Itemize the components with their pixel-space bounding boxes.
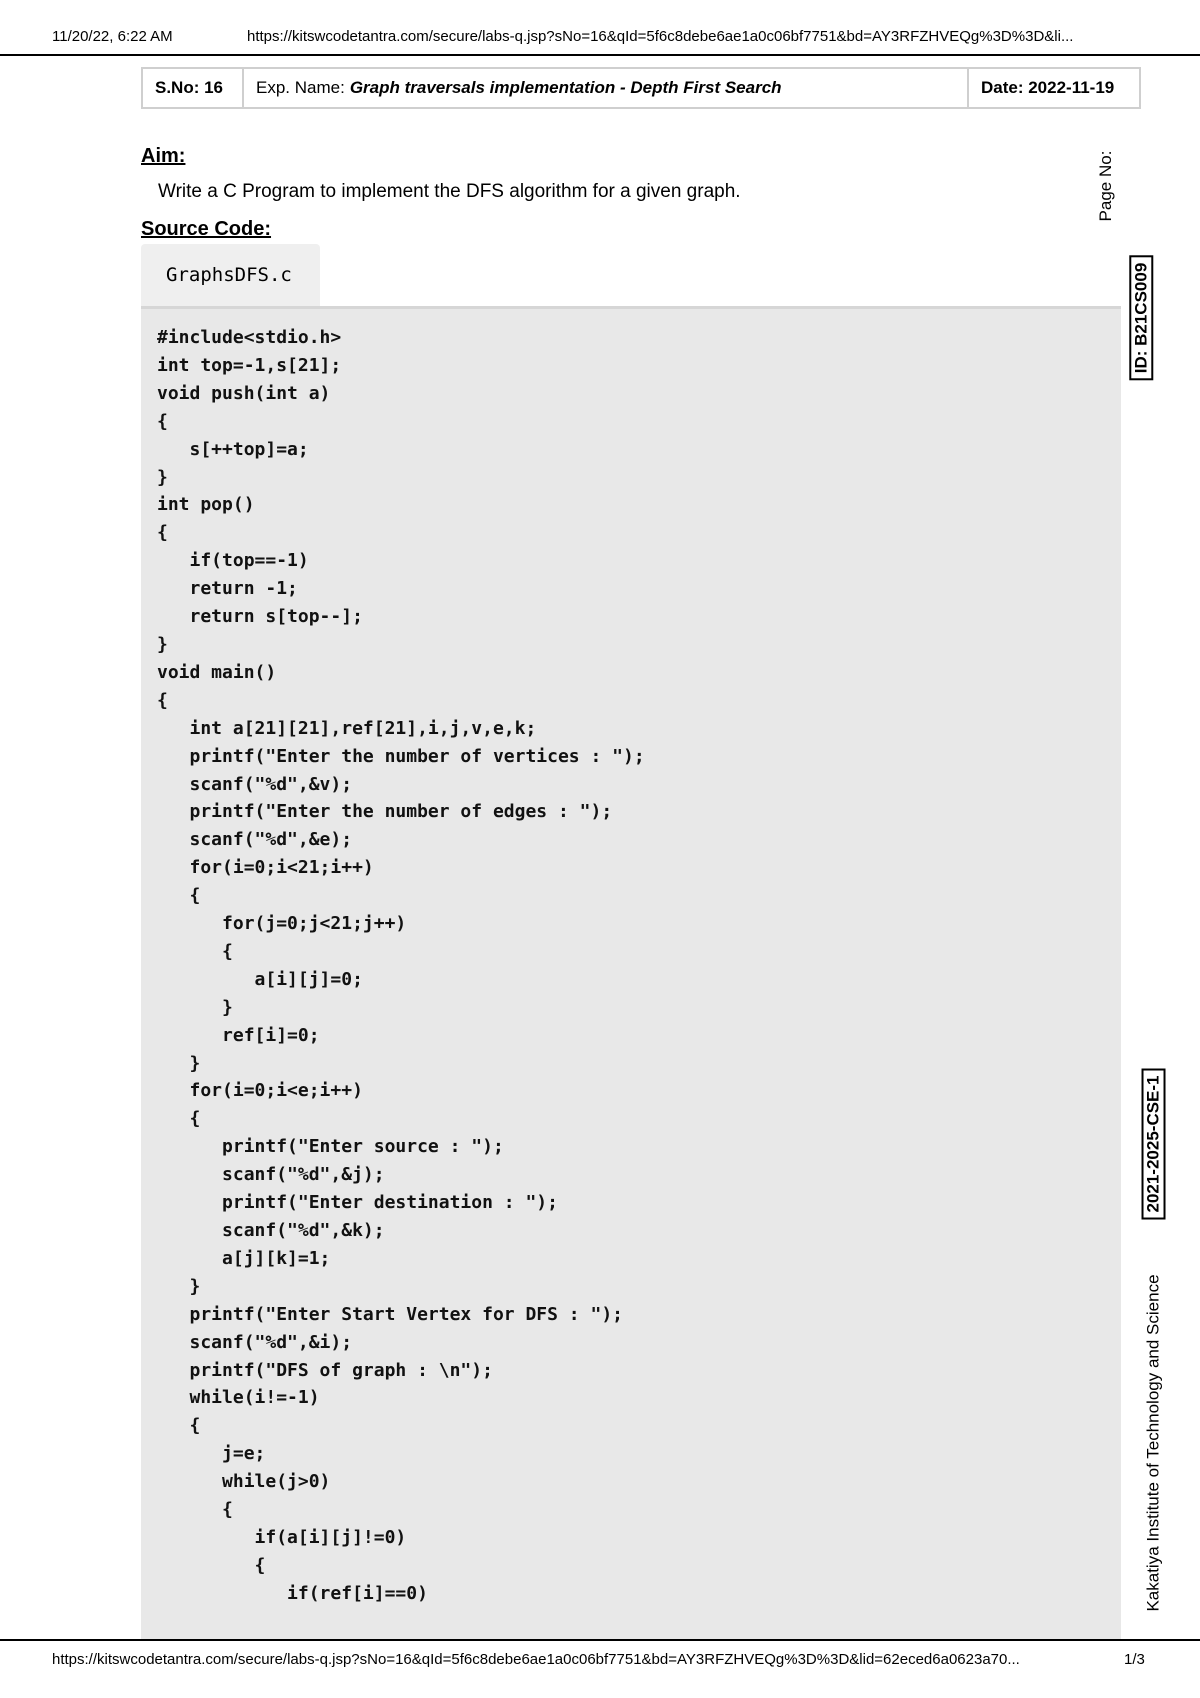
batch-badge: 2021-2025-CSE-1: [1141, 1068, 1165, 1219]
footer-rule: [0, 1639, 1200, 1641]
code-panel: [141, 306, 1121, 1639]
header-rule: [0, 54, 1200, 56]
experiment-name-label: Exp. Name:: [256, 78, 345, 97]
aim-heading: Aim:: [141, 145, 186, 167]
experiment-date: Date: 2022-11-19: [981, 78, 1115, 97]
print-datetime: 11/20/22, 6:22 AM: [52, 28, 173, 45]
file-tab[interactable]: GraphsDFS.c: [141, 244, 320, 306]
aim-text: Write a C Program to implement the DFS algorithm for a given graph.: [158, 181, 741, 202]
serial-number: S.No: 16: [143, 69, 244, 107]
print-header-url: https://kitswcodetantra.com/secure/labs-q.jsp?sNo=16&qId=5f6c8debe6ae1a0c06bf7751&bd=AY3RFZHVEQg%3D%3D&li...: [247, 28, 1074, 45]
source-code: #include<stdio.h> int top=-1,s[21]; void push(int a) { s[++top]=a; } int pop() { if(top==-1) return -1; return s[top--]; } void main() { int a[21][21],ref[21],i,j,v,e,k; printf("Enter the number of vertices : "); scanf("%d",&v); printf("Enter the number of edges : "); scanf("%d",&e); for(i=0;i<21;i++) { for(j=0;j<21;j++) { a[i][j]=0; } ref[i]=0; } for(i=0;i<e;i++) { printf("Enter source : "); scanf("%d",&j); printf("Enter destination : "); scanf("%d",&k); a[j][k]=1; } printf("Enter Start Vertex for DFS : "); scanf("%d",&i); printf("DFS of graph : \n"); while(i!=-1) { j=e; while(j>0) { if(a[i][j]!=0) { if(ref[i]==0): [157, 327, 645, 1604]
student-id-badge: ID: B21CS009: [1129, 256, 1153, 381]
print-page-count: 1/3: [1124, 1651, 1145, 1668]
page-number-label: Page No:: [1096, 150, 1115, 222]
institute-name: Kakatiya Institute of Technology and Science: [1143, 1274, 1163, 1612]
experiment-meta-table: [141, 67, 1141, 109]
experiment-name-cell: [244, 69, 969, 107]
print-footer-url: https://kitswcodetantra.com/secure/labs-q.jsp?sNo=16&qId=5f6c8debe6ae1a0c06bf7751&bd=AY3RFZHVEQg%3D%3D&lid=62eced6a0623a70...: [52, 1651, 1020, 1668]
source-code-heading: Source Code:: [141, 218, 272, 240]
experiment-name: Graph traversals implementation - Depth First Search: [349, 78, 782, 97]
